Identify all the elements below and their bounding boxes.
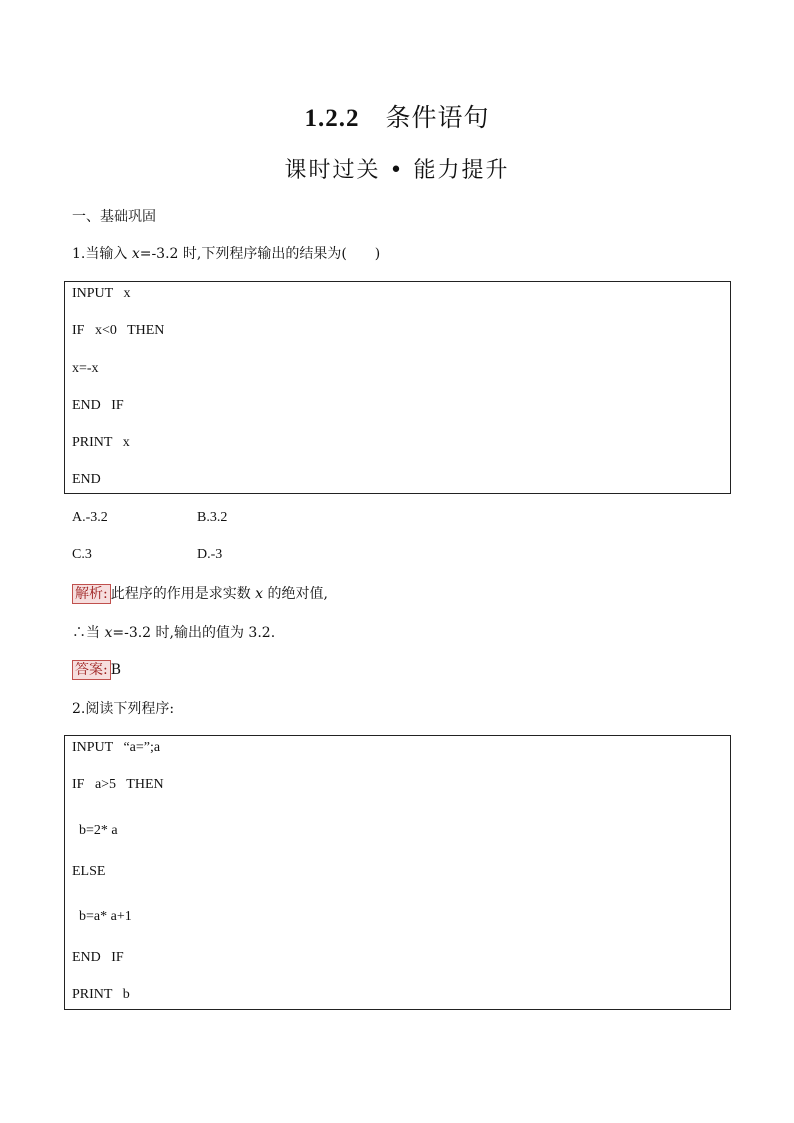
q1-stem-prefix: 1.当输入 [72,246,132,262]
q1-code-line: PRINT x [72,435,130,450]
q2-code-line: b=2* a [72,823,118,838]
analysis-text-suffix: 的绝对值, [263,586,328,602]
q1-therefore [72,622,275,642]
title-number: 1.2.2 [304,105,360,132]
q1-answer [72,660,121,680]
q1-option-c: C.3 [72,547,92,562]
q1-code-line: x=-x [72,361,99,376]
analysis-label-badge: 解析: [72,584,111,604]
q2-code-line: ELSE [72,864,106,879]
q2-code-line: END IF [72,950,124,965]
q2-code-line: IF a>5 THEN [72,777,164,792]
q1-code-line: END [72,472,101,487]
analysis-text-prefix: 此程序的作用是求实数 [110,586,256,602]
q2-code-line: b=a* a+1 [72,909,132,924]
answer-label-badge: 答案: [72,660,111,680]
therefore-suffix: =-3.2 时,输出的值为 3.2. [112,625,276,641]
q1-code-line: IF x<0 THEN [72,323,165,338]
q1-stem-var: x [131,246,140,262]
section-heading: 一、基础巩固 [72,209,156,225]
title-text: 条件语句 [385,103,490,132]
therefore-prefix: ∴当 [72,625,105,641]
q2-code-line: INPUT “a=”;a [72,740,161,755]
q1-stem [72,243,380,263]
page-subtitle: 课时过关 • 能力提升 [284,158,510,183]
q2-code-box [64,735,731,1010]
q1-option-a: A.-3.2 [72,510,108,525]
q1-code-box [64,281,731,494]
q1-stem-suffix: =-3.2 时,下列程序输出的结果为( ) [139,246,381,262]
q1-option-b: B.3.2 [197,510,228,525]
q1-code-line: END IF [72,398,124,413]
therefore-var: x [104,625,113,641]
q1-analysis [72,583,328,604]
answer-value: B [110,662,122,678]
q1-code-line: INPUT x [72,286,131,301]
q2-stem: 2.阅读下列程序: [72,701,175,717]
analysis-var: x [255,586,264,602]
q1-option-d: D.-3 [197,547,223,562]
page-title [0,98,794,134]
q2-code-line: PRINT b [72,987,130,1002]
